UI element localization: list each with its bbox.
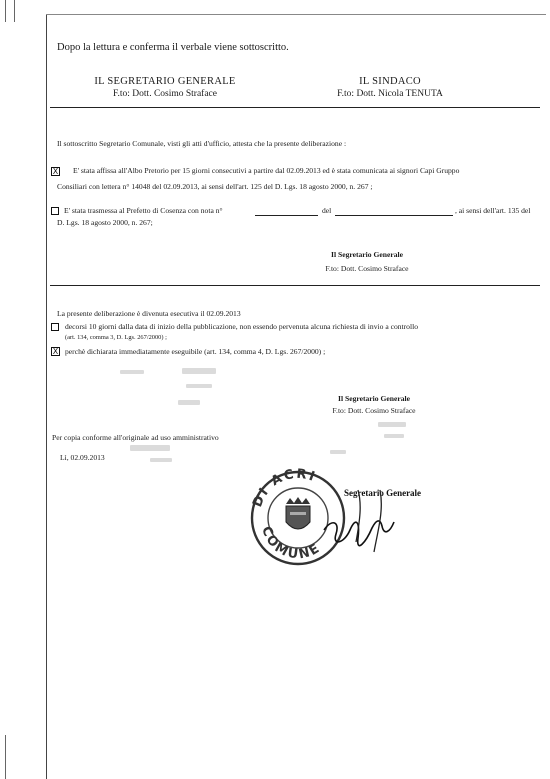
decorsi-text-line2: (art. 134, comma 3, D. Lgs. 267/2000) ;: [65, 334, 167, 341]
section-divider: [50, 285, 540, 286]
scan-noise: [130, 445, 170, 451]
seal-text-bottom: COMUNE: [258, 524, 324, 563]
scan-edge-mark: [5, 735, 6, 779]
prefetto-text-line2: D. Lgs. 18 agosto 2000, n. 267;: [57, 218, 153, 227]
executive-lead: La presente deliberazione è divenuta esecutiva il 02.09.2013: [57, 309, 241, 318]
section-divider: [50, 107, 540, 108]
scan-edge-mark: [14, 0, 15, 22]
prefetto-text-a: E' stata trasmessa al Prefetto di Cosenza con nota n°: [64, 206, 223, 215]
attestation-signer-name: F.to: Dott. Cosimo Straface: [325, 264, 409, 273]
scan-noise: [330, 450, 346, 454]
municipal-seal-stamp: [240, 460, 440, 585]
eseguibile-text: perchè dichiarata immediatamente eseguibile (art. 134, comma 4, D. Lgs. 267/2000) ;: [65, 347, 326, 356]
scan-noise: [150, 458, 172, 462]
seal-text-top: DI ACRI: [250, 466, 319, 510]
attestation-lead: Il sottoscritto Segretario Comunale, visti gli atti d'ufficio, attesta che la presente deliberazione :: [57, 139, 347, 148]
scan-noise: [182, 368, 216, 374]
scan-noise: [384, 434, 404, 438]
affissione-text-line2: Consiliari con lettera n° 14048 del 02.09.2013, ai sensi dell'art. 125 del D. Lgs. 18 agosto 2000, n. 267 ;: [57, 182, 373, 191]
coat-of-arms-icon: [286, 497, 310, 529]
intro-text: Dopo la lettura e conferma il verbale viene sottoscritto.: [57, 42, 289, 53]
scan-frame-left: [46, 14, 47, 779]
mayor-title: IL SINDACO: [359, 76, 421, 87]
attestation-signer-title: Il Segretario Generale: [331, 250, 403, 259]
eseguibile-checkbox: X: [52, 347, 59, 356]
secretary-title: IL SEGRETARIO GENERALE: [94, 76, 236, 87]
copy-conformity-text: Per copia conforme all'originale ad uso amministrativo: [52, 433, 219, 442]
scan-noise: [186, 384, 212, 388]
executive-signer-title: Il Segretario Generale: [338, 394, 410, 403]
nota-number-blank: [255, 215, 318, 216]
affissione-text-line1: E' stata affissa all'Albo Pretorio per 15 giorni consecutivi a partire dal 02.09.2013 ed è stata comunicata ai signori Capi Gruppo: [73, 166, 460, 175]
nota-date-blank: [335, 215, 453, 216]
scan-noise: [178, 400, 200, 405]
prefetto-text-b: del: [322, 206, 332, 215]
prefetto-text-c: , ai sensi dell'art. 135 del: [455, 206, 531, 215]
scan-edge-mark: [5, 0, 6, 22]
seal-svg: [240, 460, 440, 580]
executive-signer-name: F.to: Dott. Cosimo Straface: [332, 406, 416, 415]
scan-frame-top: [46, 14, 546, 15]
prefetto-checkbox: [51, 207, 59, 215]
scan-noise: [120, 370, 144, 374]
scan-noise: [378, 422, 406, 427]
decorsi-text-line1: decorsi 10 giorni dalla data di inizio della pubblicazione, non essendo pervenuta alcuna richiesta di invio a controllo: [65, 322, 418, 331]
mayor-name: F.to: Dott. Nicola TENUTA: [337, 89, 443, 99]
decorsi-checkbox: [51, 323, 59, 331]
place-date: Lì, 02.09.2013: [60, 453, 105, 462]
secretary-name: F.to: Dott. Cosimo Straface: [113, 89, 217, 99]
stamp-handwritten-label: Segretario Generale: [344, 488, 422, 498]
affissione-checkbox: X: [52, 167, 59, 176]
